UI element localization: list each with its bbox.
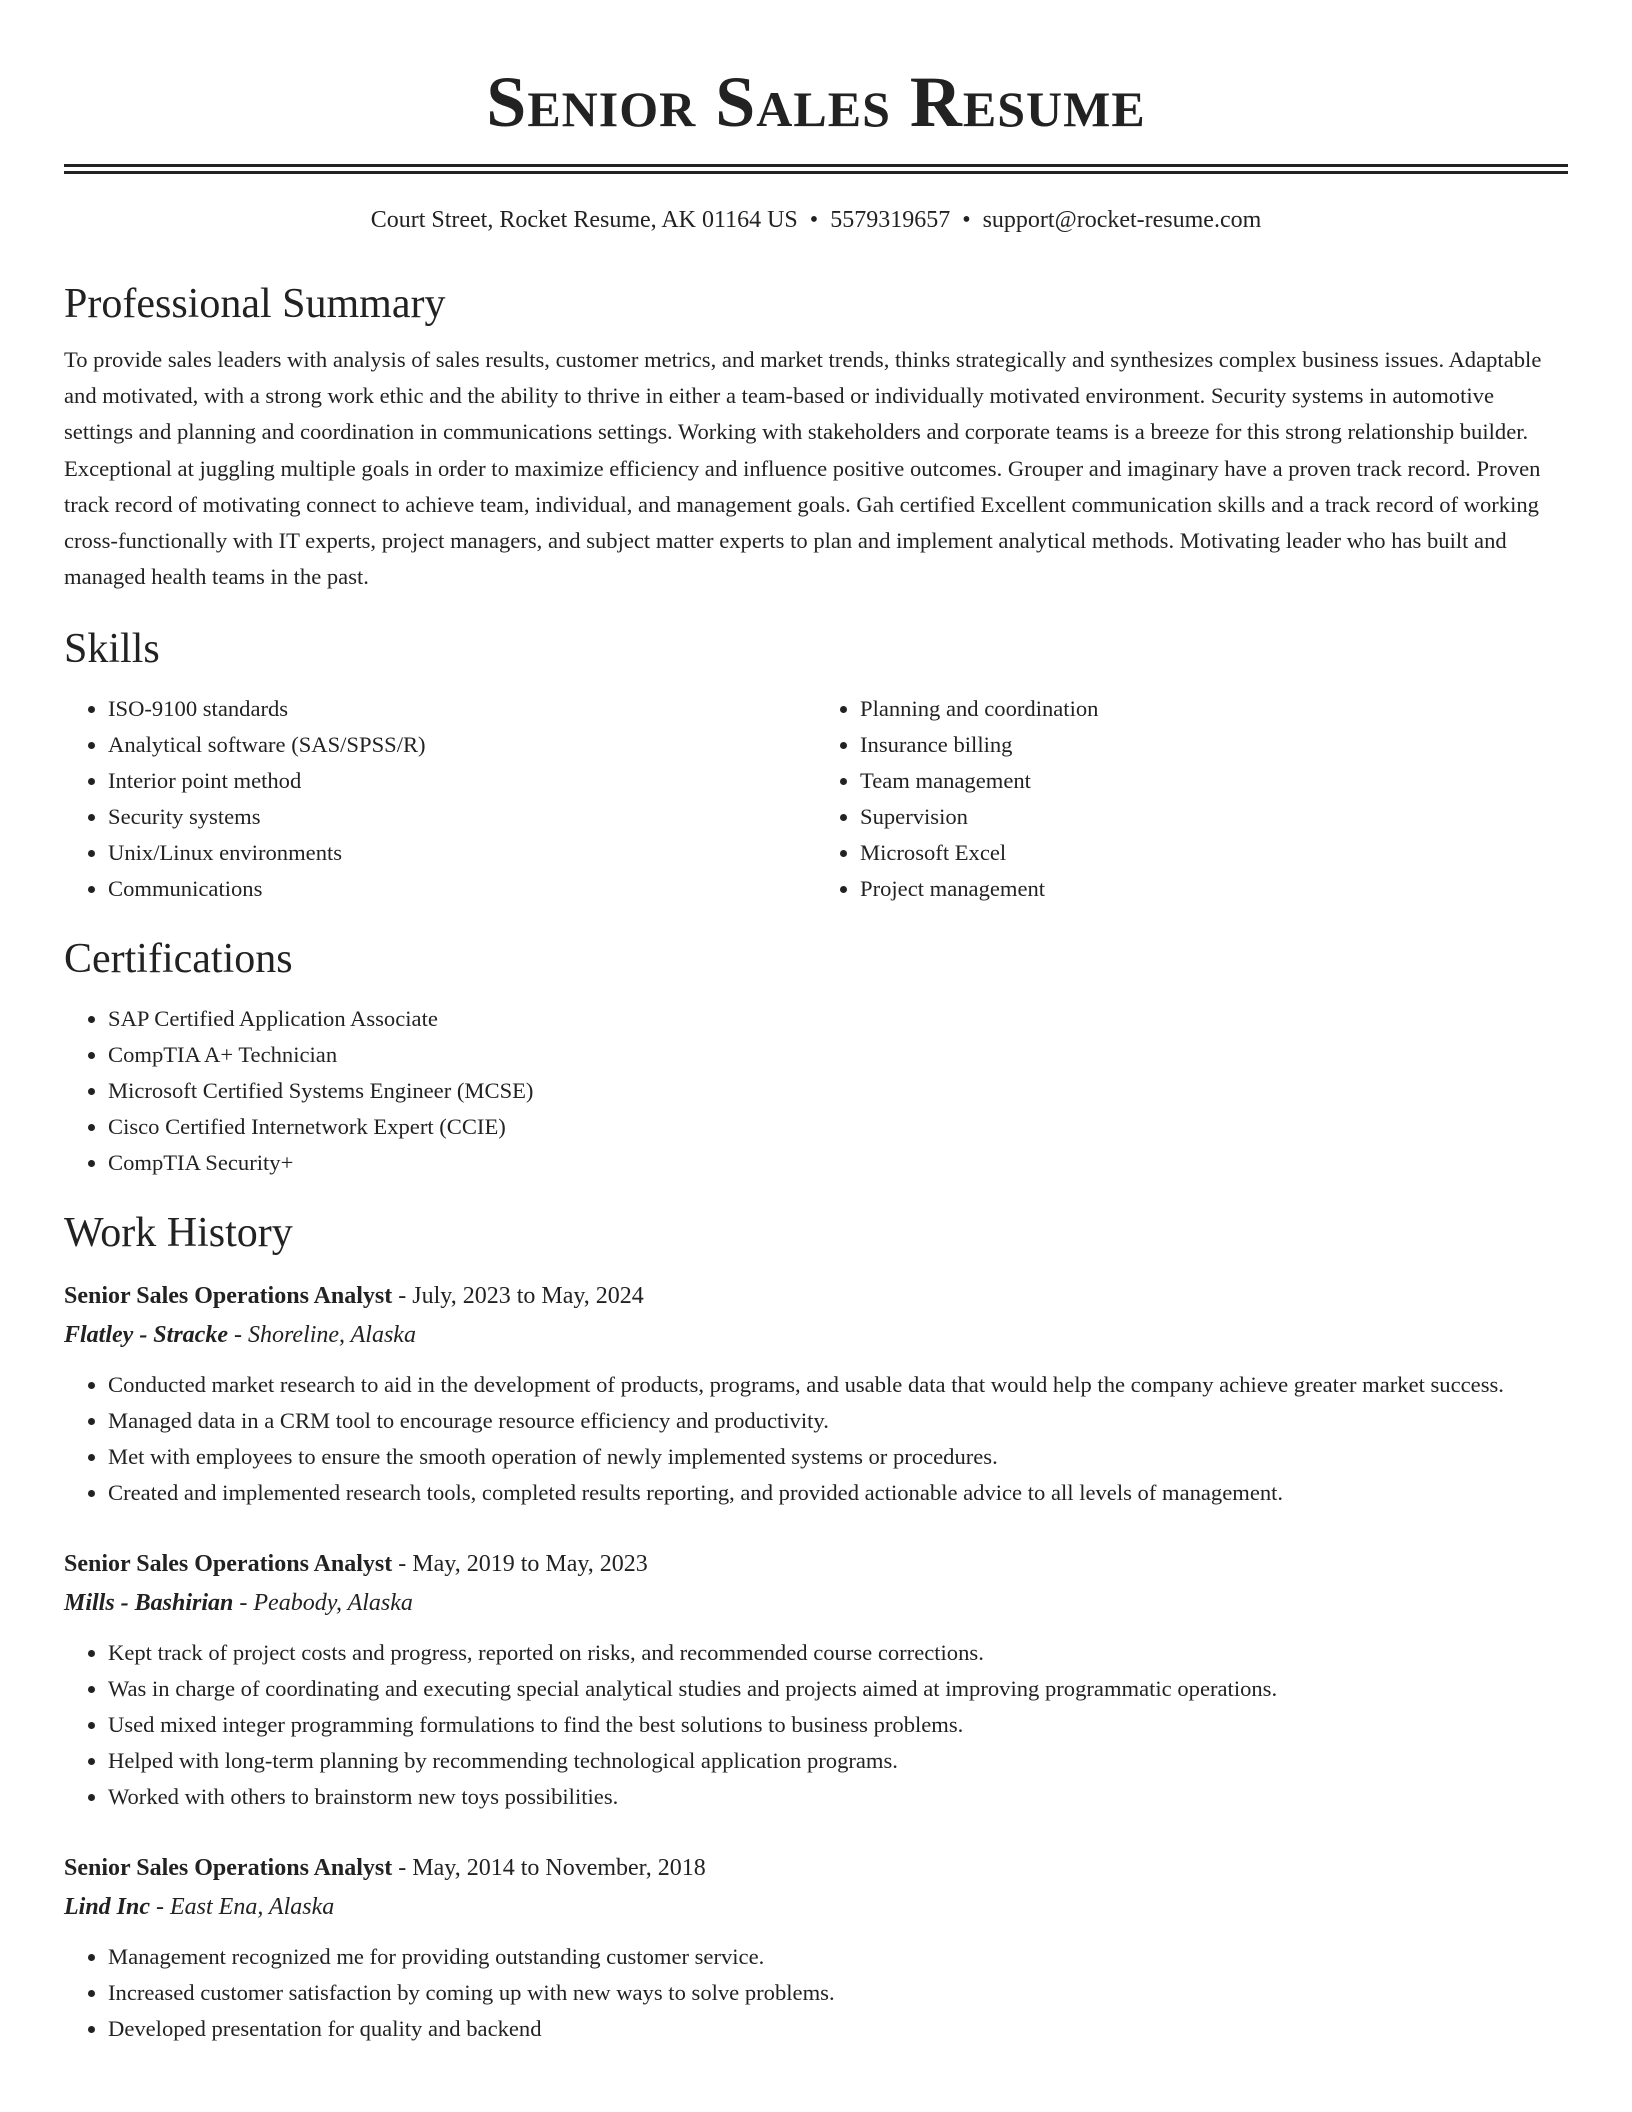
list-item: • Used mixed integer programming formulations to find the best solutions to business problems. <box>108 1707 1568 1743</box>
contact-email: support@rocket-resume.com <box>982 207 1262 233</box>
list-item: • Microsoft Certified Systems Engineer (MCSE) <box>108 1073 1568 1109</box>
job-title-line <box>64 1849 1568 1887</box>
list-item: • Microsoft Excel <box>860 835 1568 871</box>
section-heading-work-history: Work History <box>64 1210 293 1257</box>
list-item: • SAP Certified Application Associate <box>108 1001 1568 1037</box>
skills-list-left <box>64 691 816 907</box>
skills-list-right <box>816 691 1568 907</box>
job-company: Flatley - Stracke <box>64 1322 228 1349</box>
list-item: • Supervision <box>860 799 1568 835</box>
skills-columns <box>64 691 1568 907</box>
list-item: • CompTIA Security+ <box>108 1145 1568 1181</box>
list-item: • Team management <box>860 763 1568 799</box>
job-title-line <box>64 1545 1568 1583</box>
job-company: Lind Inc <box>64 1894 151 1921</box>
list-item: • Increased customer satisfaction by coming up with new ways to solve problems. <box>108 1975 1568 2011</box>
list-item: • Communications <box>108 871 816 907</box>
job-bullets <box>64 1367 1568 1511</box>
list-item: • CompTIA A+ Technician <box>108 1037 1568 1073</box>
list-item: • Met with employees to ensure the smooth operation of newly implemented systems or procedures. <box>108 1439 1568 1475</box>
job-dates: - May, 2014 to November, 2018 <box>392 1855 706 1882</box>
list-item: • Was in charge of coordinating and executing special analytical studies and projects aimed at improving programmatic operations. <box>108 1671 1568 1707</box>
job-company: Mills - Bashirian <box>64 1590 234 1617</box>
professional-summary-section <box>64 278 1568 595</box>
contact-separator: • <box>962 207 971 233</box>
job-company-line <box>64 1315 1568 1355</box>
job-location: - Shoreline, Alaska <box>227 1322 416 1349</box>
contact-phone: 5579319657 <box>830 207 951 233</box>
contact-line <box>64 204 1568 236</box>
job-dates: - May, 2019 to May, 2023 <box>392 1551 648 1578</box>
job-location: - East Ena, Alaska <box>150 1894 335 1921</box>
list-item: • Helped with long-term planning by recommending technological application programs. <box>108 1743 1568 1779</box>
section-heading-certifications: Certifications <box>64 936 293 983</box>
section-heading-skills: Skills <box>64 626 160 673</box>
section-heading-summary: Professional Summary <box>64 281 446 327</box>
list-item: • Security systems <box>108 799 816 835</box>
job-entry <box>64 1849 1568 2047</box>
job-title: Senior Sales Operations Analyst <box>64 1283 393 1310</box>
list-item: • Unix/Linux environments <box>108 835 816 871</box>
job-bullets <box>64 1635 1568 1815</box>
certifications-section <box>64 933 1568 1181</box>
list-item: • Planning and coordination <box>860 691 1568 727</box>
list-item: • Project management <box>860 871 1568 907</box>
list-item: • Insurance billing <box>860 727 1568 763</box>
list-item: • Interior point method <box>108 763 816 799</box>
summary-text: To provide sales leaders with analysis of sales results, customer metrics, and market trends, thinks strategically and synthesizes complex business issues. Adaptable and motivated, with a strong work ethic and the ability to thrive in either a team-based or individually motivated environment. Security systems in automotive settings and planning and coordination in communications settings. Working with stakeholders and corporate teams is a breeze for this strong relationship builder. Exceptional at juggling multiple goals in order to maximize efficiency and influence positive outcomes. Grouper and imaginary have a proven track record. Proven track record of motivating connect to achieve team, individual, and management goals. Gah certified Excellent communication skills and a track record of working cross-functionally with IT experts, project managers, and subject matter experts to plan and implement analytical methods. Motivating leader who has built and managed health teams in the past. <box>64 347 1542 590</box>
list-item: • Cisco Certified Internetwork Expert (CCIE) <box>108 1109 1568 1145</box>
certifications-list <box>64 1001 1568 1181</box>
list-item: • Managed data in a CRM tool to encourage resource efficiency and productivity. <box>108 1403 1568 1439</box>
contact-address: Court Street, Rocket Resume, AK 01164 US <box>370 207 798 233</box>
job-bullets <box>64 1939 1568 2047</box>
list-item: • Created and implemented research tools, completed results reporting, and provided actionable advice to all levels of management. <box>108 1475 1568 1511</box>
job-dates: - July, 2023 to May, 2024 <box>392 1283 644 1310</box>
job-location: - Peabody, Alaska <box>233 1590 413 1617</box>
job-company-line <box>64 1583 1568 1623</box>
list-item: • Conducted market research to aid in the development of products, programs, and usable data that would help the company achieve greater market success. <box>108 1367 1568 1403</box>
title-double-rule <box>64 164 1568 174</box>
work-history-section <box>64 1207 1568 2047</box>
contact-separator: • <box>809 207 819 233</box>
list-item: • Kept track of project costs and progress, reported on risks, and recommended course corrections. <box>108 1635 1568 1671</box>
job-entry <box>64 1277 1568 1511</box>
job-title: Senior Sales Operations Analyst <box>64 1551 393 1578</box>
list-item: • Management recognized me for providing outstanding customer service. <box>108 1939 1568 1975</box>
list-item: • Analytical software (SAS/SPSS/R) <box>108 727 816 763</box>
list-item: • Worked with others to brainstorm new toys possibilities. <box>108 1779 1568 1815</box>
job-company-line <box>64 1887 1568 1927</box>
list-item: • Developed presentation for quality and backend <box>108 2011 1568 2047</box>
skills-section <box>64 623 1568 907</box>
job-title: Senior Sales Operations Analyst <box>64 1855 393 1882</box>
job-title-line <box>64 1277 1568 1315</box>
resume-title: Senior Sales Resume <box>486 62 1146 142</box>
job-entry <box>64 1545 1568 1815</box>
list-item: • ISO-9100 standards <box>108 691 816 727</box>
